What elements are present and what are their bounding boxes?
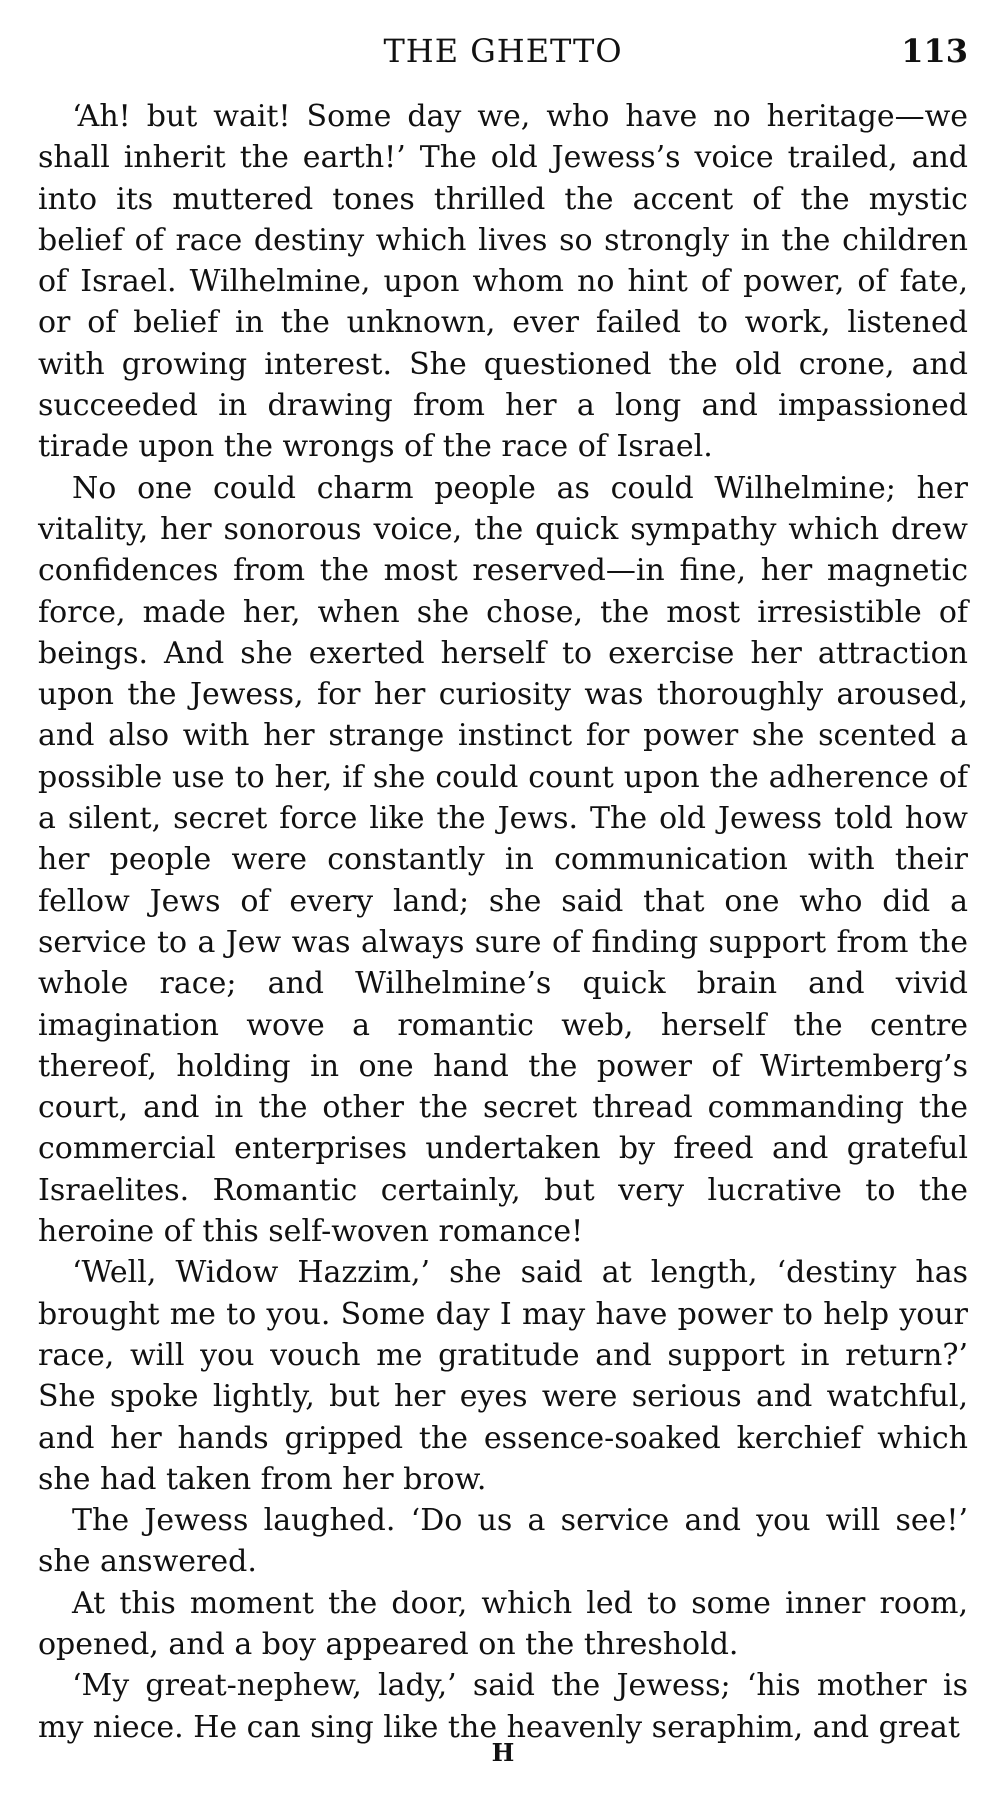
body-text	[38, 96, 968, 1748]
book-page	[38, 28, 968, 1768]
page-number: 113	[901, 32, 968, 70]
paragraph: ‘Ah! but wait! Some day we, who have no heritage—we shall inherit the earth!’ The old Jewess’s voice trailed, and into its muttered tones thrilled the accent of the mystic belief of race destiny which lives so strongly in the children of Israel. Wilhelmine, upon whom no hint of power, of fate, or of belief in the unknown, ever failed to work, listened with growing interest. She questioned the old crone, and succeeded in drawing from her a long and impassioned tirade upon the wrongs of the race of Israel.	[38, 99, 968, 465]
running-head	[38, 28, 968, 74]
paragraph: ‘My great-nephew, lady,’ said the Jewess; ‘his mother is my niece. He can sing like the heavenly seraphim, and great	[38, 1668, 968, 1745]
paragraph: The Jewess laughed. ‘Do us a service and you will see!’ she answered.	[38, 1503, 968, 1580]
paragraph: No one could charm people as could Wilhelmine; her vitality, her sonorous voice, the quick sympathy which drew confidences from the most reserved—in fine, her magnetic force, made her, when she chose, the most irresistible of beings. And she exerted herself to exercise her attraction upon the Jewess, for her curiosity was thoroughly aroused, and also with her strange instinct for power she scented a possible use to her, if she could count upon the adherence of a silent, secret force like the Jews. The old Jewess told how her people were constantly in communication with their fellow Jews of every land; she said that one who did a service to a Jew was always sure of finding support from the whole race; and Wilhelmine’s quick brain and vivid imagination wove a romantic web, herself the centre thereof, holding in one hand the power of Wirtemberg’s court, and in the other the secret thread commanding the commercial enterprises undertaken by freed and grateful Israelites. Romantic certainly, but very lucrative to the heroine of this self-woven romance!	[38, 470, 968, 1250]
signature-mark: H	[491, 1738, 515, 1767]
paragraph: ‘Well, Widow Hazzim,’ she said at length, ‘destiny has brought me to you. Some day I may have power to help your race, will you vouch me gratitude and support in return?’ She spoke lightly, but her eyes were serious and watchful, and her hands gripped the essence-soaked kerchief which she had taken from her brow.	[38, 1255, 968, 1497]
running-title: THE GHETTO	[383, 32, 623, 70]
paragraph: At this moment the door, which led to some inner room, opened, and a boy appeared on the threshold.	[38, 1585, 968, 1662]
